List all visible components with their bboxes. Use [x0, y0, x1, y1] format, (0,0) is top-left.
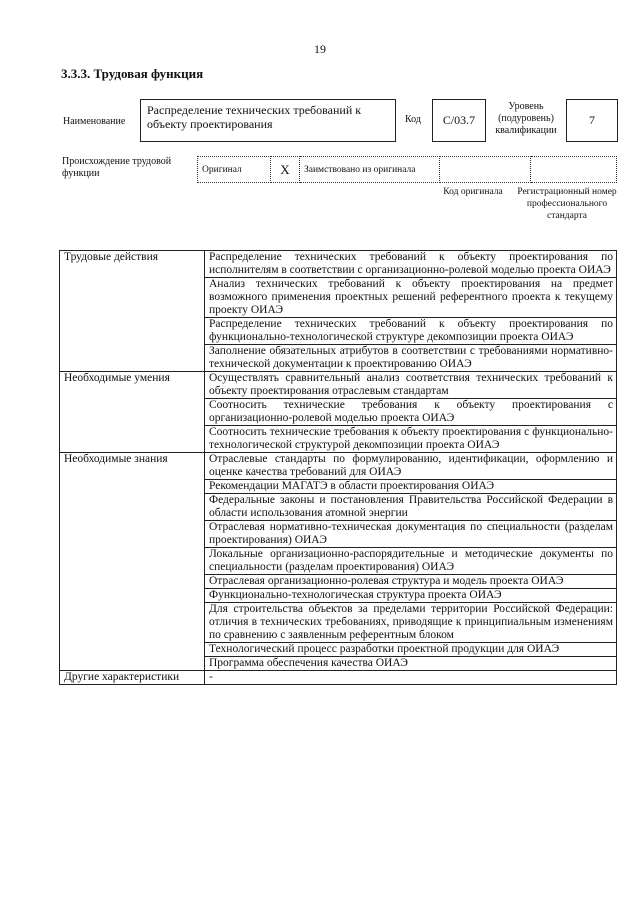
other-row [60, 671, 617, 685]
skills-item: Соотносить технические требования к объекту проектирования с организационно-ролевой моделью проекта ОИАЭ [205, 399, 617, 426]
other-value: - [205, 671, 617, 685]
actions-item: Заполнение обязательных атрибутов в соответствии с требованиями нормативно-технической документации к проектированию ОИАЭ [205, 345, 617, 372]
origin-original: Оригинал [198, 157, 271, 183]
knowledge-item: Локальные организационно-распорядительные и методические документы по специальности (разделам проектирования) ОИАЭ [205, 548, 617, 575]
origin-code-cell [440, 157, 531, 183]
knowledge-item: Для строительства объектов за пределами территории Российской Федерации: отличия в технических требованиях, приводящие к принципиальным изменениям по сравнению с заявленным референтным блоком [205, 603, 617, 643]
skills-item: Осуществлять сравнительный анализ соответствия технических требований к объекту проектирования отраслевым стандартам [205, 372, 617, 399]
knowledge-label: Необходимые знания [60, 453, 205, 671]
reg-number-caption: Регистрационный номер профессионального стандарта [517, 187, 617, 221]
level-value: 7 [566, 99, 618, 142]
origin-label: Происхождение трудовой функции [62, 156, 172, 179]
actions-row [60, 251, 617, 278]
origin-table [197, 156, 617, 183]
actions-item: Распределение технических требований к объекту проектирования по функционально-технологической структуре декомпозиции проекта ОИАЭ [205, 318, 617, 345]
skills-row [60, 372, 617, 399]
knowledge-item: Рекомендации МАГАТЭ в области проектирования ОИАЭ [205, 480, 617, 494]
section-title: 3.3.3. Трудовая функция [61, 66, 204, 81]
knowledge-item: Программа обеспечения качества ОИАЭ [205, 657, 617, 671]
knowledge-item: Федеральные законы и постановления Правительства Российской Федерации в области использования атомной энергии [205, 494, 617, 521]
knowledge-item: Отраслевая нормативно-техническая документация по специальности (разделам проектирования) ОИАЭ [205, 521, 617, 548]
knowledge-row [60, 453, 617, 480]
name-value: Распределение технических требований к объекту проектирования [140, 99, 396, 142]
page-number: 19 [314, 42, 326, 56]
origin-mark: X [271, 157, 300, 183]
origin-borrowed: Заимствовано из оригинала [300, 157, 440, 183]
skills-item: Соотносить технические требования к объекту проектирования с функционально-технологической структурой декомпозиции проекта ОИАЭ [205, 426, 617, 453]
level-label: Уровень (подуровень) квалификации [495, 101, 557, 136]
knowledge-item: Отраслевые стандарты по формулированию, идентификации, оформлению и оценке качества требований для ОИАЭ [205, 453, 617, 480]
code-original-caption: Код оригинала [443, 187, 503, 197]
function-table [59, 250, 617, 685]
code-label: Код [405, 114, 421, 125]
origin-reg-cell [531, 157, 617, 183]
actions-item: Распределение технических требований к объекту проектирования по исполнителям в соответствии с организационно-ролевой моделью проекта ОИАЭ [205, 251, 617, 278]
actions-item: Анализ технических требований к объекту проектирования на предмет возможного применения проектных решений референтного проекта к текущему проекту ОИАЭ [205, 278, 617, 318]
other-label: Другие характеристики [60, 671, 205, 685]
skills-label: Необходимые умения [60, 372, 205, 453]
code-value: С/03.7 [432, 99, 486, 142]
actions-label: Трудовые действия [60, 251, 205, 372]
knowledge-item: Отраслевая организационно-ролевая структура и модель проекта ОИАЭ [205, 575, 617, 589]
knowledge-item: Технологический процесс разработки проектной продукции для ОИАЭ [205, 643, 617, 657]
name-label: Наименование [63, 116, 126, 127]
knowledge-item: Функционально-технологическая структура проекта ОИАЭ [205, 589, 617, 603]
